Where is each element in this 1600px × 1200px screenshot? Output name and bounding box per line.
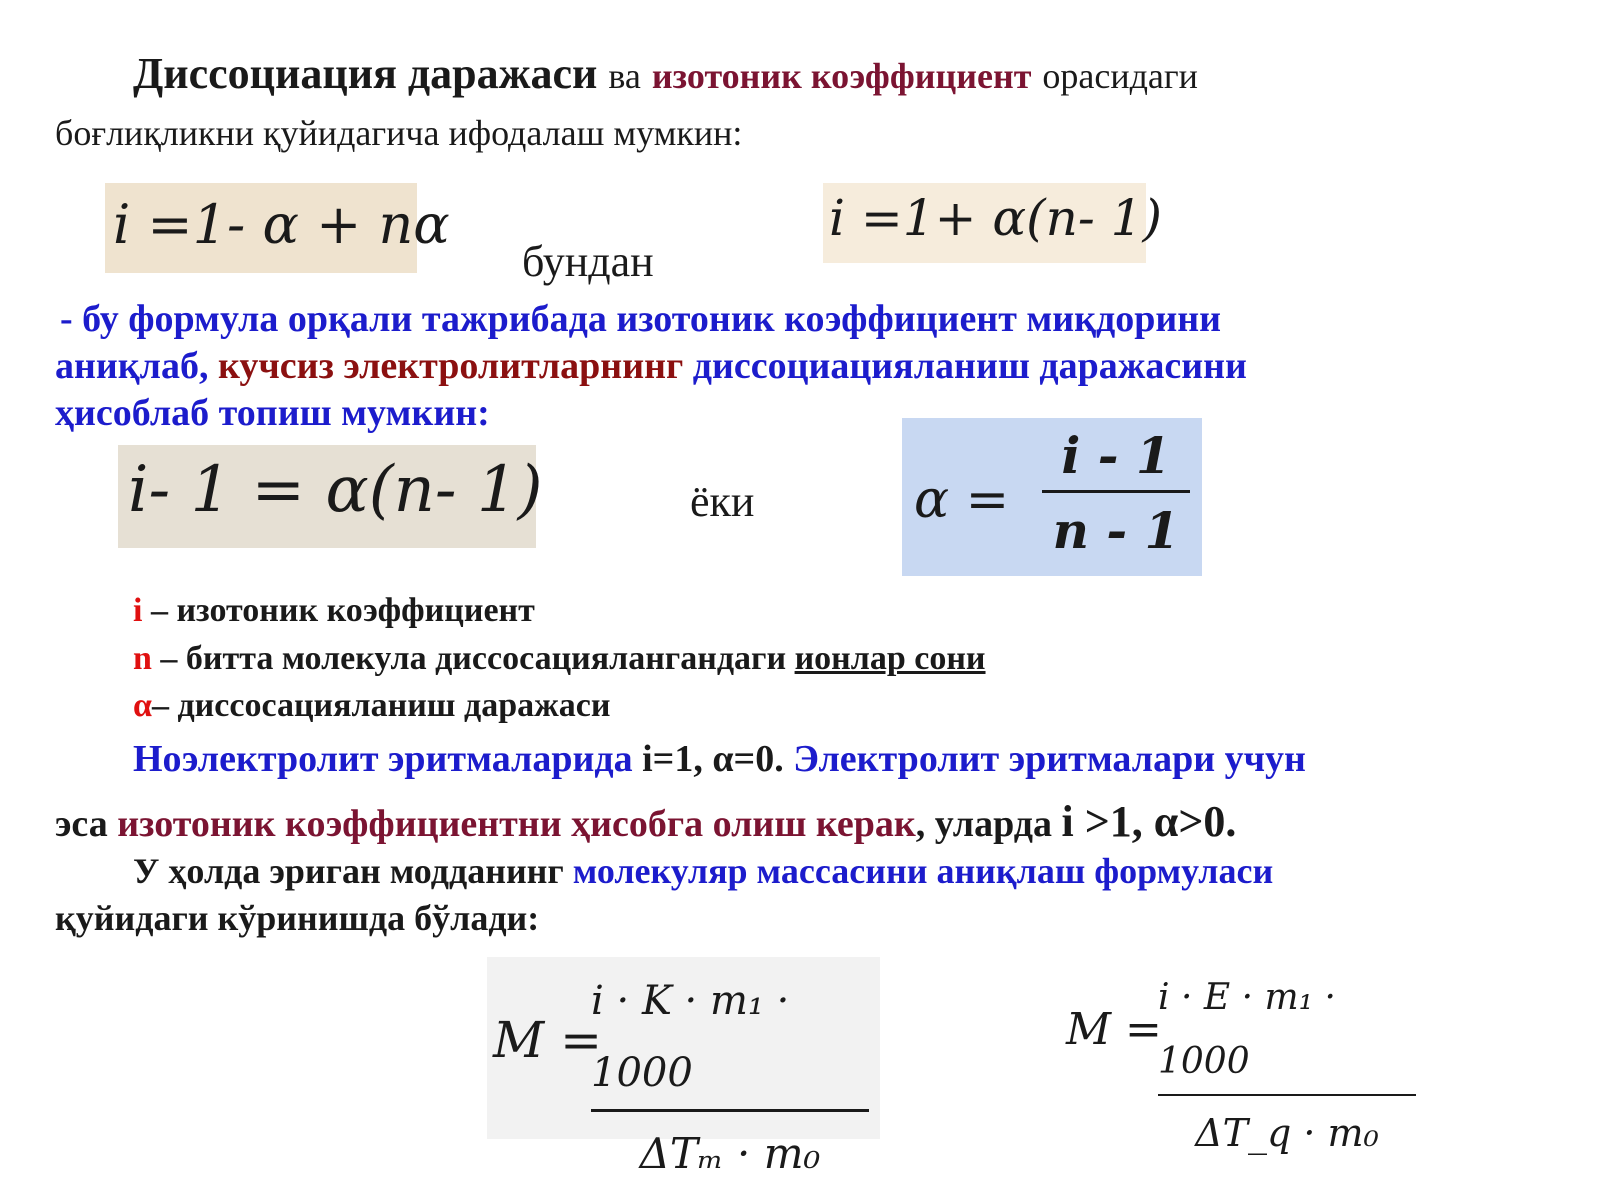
formula-2: i =1+ α(n- 1) [829,189,1162,247]
explanation-weak-electrolytes: кучсиз электролитларнинг [218,345,684,387]
mass-formula-1-lhs: M = [493,1011,602,1069]
legend-symbol-alpha: α [133,687,152,724]
notes-values-2: i >1, α>0. [1061,797,1237,846]
formula-4-fraction [1042,422,1190,569]
explanation-aniqlab: аниқлаб, [55,345,209,387]
mass-formula-1-fraction [591,965,869,1196]
mass-formula-2-numerator: i · E · m₁ · 1000 [1158,977,1336,1082]
legend-item-alpha [133,687,610,725]
formula-4-denominator: n - 1 [1052,501,1180,560]
mass-formula-2-lhs: M = [1066,1004,1162,1055]
legend-text-i: – изотоник коэффициент [142,592,535,629]
formula-box-4 [902,418,1202,576]
explanation-line-2 [55,344,1247,388]
explanation-dissociation-degree: диссоциацияланиш даражасини [692,345,1247,387]
mass-formula-2-denominator: ΔT_q · m₀ [1195,1111,1379,1155]
mass-formula-1-numerator: i · K · m₁ · 1000 [591,978,790,1096]
legend-symbol-n: n [133,640,152,677]
notes-nonelectrolyte: Ноэлектролит эритмаларида [133,738,633,780]
notes-line-2 [55,796,1236,847]
formula-box-1 [105,183,450,273]
legend-item-n [133,640,986,678]
bundan-label: бундан [522,237,654,286]
explanation-line-1 [60,297,1221,341]
legend-ions-count: ионлар сони [794,640,986,677]
explanation-line-3: ҳисоблаб топиш мумкин: [55,392,490,434]
legend-item-i [133,592,535,630]
notes-line-1 [133,737,1306,781]
intro-title: Диссоциация даражаси [133,49,598,98]
explanation-text-1: - бу формула орқали тажрибада изотоник коэффициент миқдорини [60,298,1222,340]
formula-1: i =1- α + nα [113,193,450,256]
legend-symbol-i: i [133,592,143,629]
notes-values-1: i=1, α=0. [632,738,794,780]
yoki-label: ёки [690,477,755,526]
notes-line-3 [133,850,1273,892]
formula-4-lhs: α = [914,470,1010,530]
intro-term: изотоник коэффициент [651,56,1032,96]
notes-esa: эса [55,803,118,845]
mass-formula-box-1 [487,957,880,1178]
mass-formula-1-denominator: ΔTₘ · m₀ [639,1129,821,1178]
mass-formula-box-2 [1062,966,1422,1155]
mass-formula-2-fraction [1158,966,1416,1170]
notes-u-holda: У ҳолда эриган модданинг [133,851,573,891]
intro-line-1 [133,48,1198,99]
legend-text-n: – битта молекула диссосациялангандаги [151,640,795,677]
formula-box-3 [118,445,543,548]
notes-line-4: қуйидаги кўринишда бўлади: [55,898,540,938]
intro-word-va: ва [608,56,641,96]
notes-molecular-mass: молекуляр массасини аниқлаш формуласи [572,851,1274,891]
intro-line-2: боғлиқликни қуйидагича ифодалаш мумкин: [55,113,743,153]
notes-isotonic-needed: изотоник коэффициентни ҳисобга олиш керак [117,803,916,845]
notes-ularda: , уларда [915,803,1062,845]
formula-4-numerator: i - 1 [1061,426,1171,485]
formula-3: i- 1 = α(n- 1) [128,453,543,527]
intro-word-orasidagi: орасидаги [1042,56,1198,96]
formula-box-2 [823,183,1162,263]
notes-electrolyte: Электролит эритмалари учун [793,738,1306,780]
legend-text-alpha: – диссосацияланиш даражаси [151,687,611,724]
